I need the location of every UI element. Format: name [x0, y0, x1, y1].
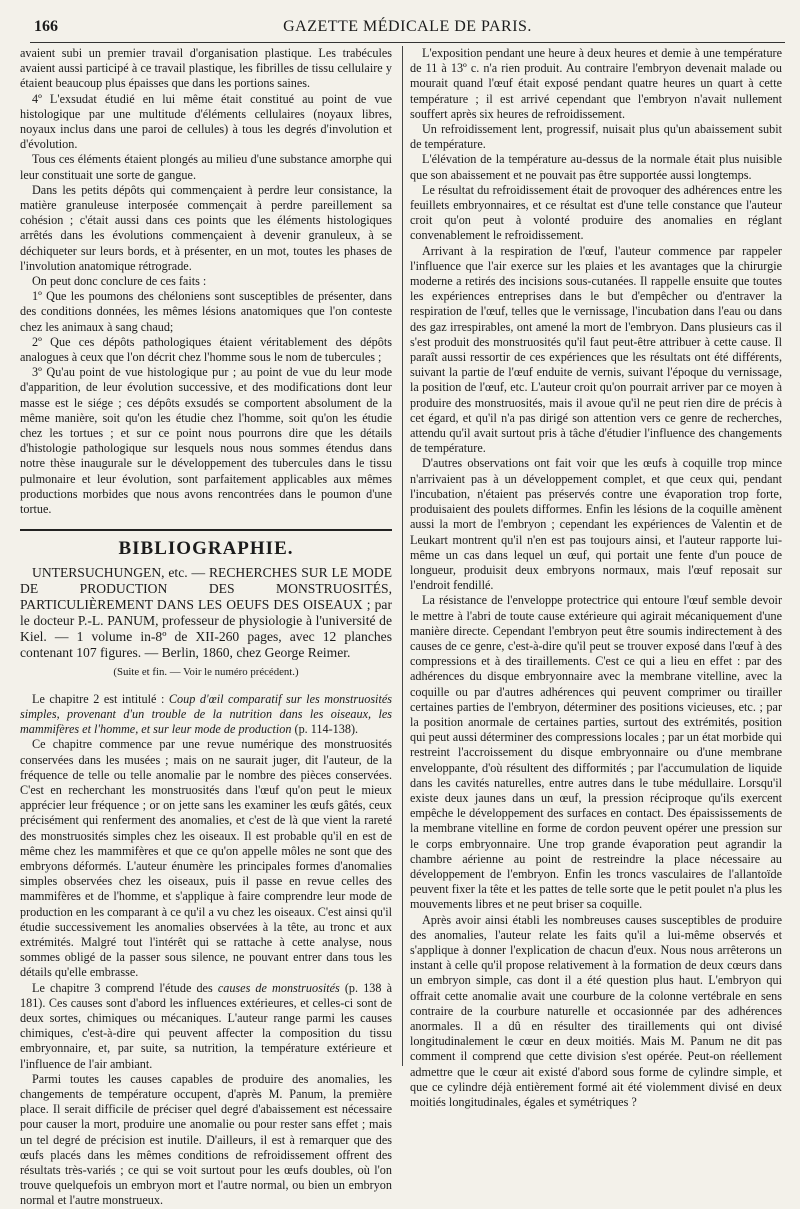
paragraph: Un refroidissement lent, progressif, nuisait plus qu'un abaissement subit de température. [410, 122, 782, 152]
paragraph: Ce chapitre commence par une revue numérique des monstruosités conservées dans les musées ; mais on ne saurait juger, dit l'auteur, de la fréquence de telle ou telle anomalie par le nombre des pièces conservées. C'est en recherchant les monstruosités dans l'œuf qu'on peut le mieux apprécier leur fréquence ; or on jette sans les examiner les œufs gâtés, ceux précisément qui renferment des anomalies, et c'est de là que vient la rareté des monstruosités simples chez les oiseaux. Il est probable qu'il en est de même chez les mammifères et que ce qu'on appelle môles ne sont que des embryons déformés. L'auteur énumère les principales formes d'anomalies simples observées chez les oiseaux, puis il passe en revue celles des mammifères et de l'homme, et s'applique à faire comprendre leur mode de production en les comparant à ce qu'il a vu chez les oiseaux. C'est ainsi qu'il étudie successivement les anomalies observées à la tête, au tronc et aux extrémités. Malgré tout l'intérêt qui se rattache à cette analyse, nous sommes obligé de la passer sous silence, ne pouvant entrer dans tous les détails qu'elle embrasse. [20, 737, 392, 980]
section-divider [20, 529, 392, 531]
paragraph: Dans les petits dépôts qui commençaient à perdre leur consistance, la matière granuleuse interposée commençait à perdre pareillement sa cohésion ; c'était aussi dans ces points que les éléments histologiques arrêtés dans les évolutions commençaient à devenir granuleux, à se déchiqueter sur leurs bords, et à présenter, en un mot, toutes les phases de l'involution anatomique rétrograde. [20, 182, 392, 273]
paragraph: D'autres observations ont fait voir que les œufs à coquille trop mince n'arrivaient pas à un développement complet, et que ceux qui, pendant l'incubation, n'étaient pas préservés contre une évaporation trop forte, produisaient des poulets difformes. Enfin les lésions de la coquille amènent aussi la mort de l'embryon ; cependant les expériences de Valentin et de Leukart montrent qu'il n'en est pas toujours ainsi, et l'auteur rapporte lui-même un cas dans lequel un œuf, qui portait une fente d'un pouce de longueur, produisit deux embryons normaux, mais l'œuf reposait sur l'endroit fendillé. [410, 456, 782, 593]
paragraph: Le résultat du refroidissement était de provoquer des adhérences entre les feuillets embryonnaires, et ce résultat est d'une telle constance que l'auteur croit qu'on peut à volonté produire des anomalies en réglant convenablement le refroidissement. [410, 182, 782, 243]
conclusion-item: 1º Que les poumons des chéloniens sont susceptibles de présenter, dans des conditions données, les mêmes lésions anatomiques que l'on conteste chez les animaux à sang chaud; [20, 289, 392, 334]
chapter-3-paragraph [20, 981, 392, 1072]
paragraph: On peut donc conclure de ces faits : [32, 274, 207, 289]
chapter-2-lead: Le chapitre 2 est intitulé : [32, 691, 169, 706]
conclusion-item: 2º Que ces dépôts pathologiques étaient véritablement des dépôts analogues à ceux que l'on décrit chez l'homme sous le nom de tubercules ; [20, 334, 392, 365]
page-header [30, 14, 785, 43]
chapter-2-title: Coup d'œil comparatif sur les monstruosités simples, provenant d'un trouble de la nutrition dans les oiseaux, les mammifères et l'homme, et sur leur mode de production [20, 691, 392, 737]
paragraph: L'exposition pendant une heure à deux heures et demie à une température de 11 à 13º c. n'a rien produit. Au contraire l'embryon devenait malade ou mourait quand l'œuf était exposé pendant quatre heures un quart à cette température ; il est arrivé cependant que l'embryon n'avait nullement souffert après six heures de refroidissement. [410, 46, 782, 121]
section-title: BIBLIOGRAPHIE. [118, 538, 294, 560]
chapter-2-paragraph [20, 692, 392, 738]
paragraph: avaient subi un premier travail d'organisation plastique. Les trabécules avaient aussi participé à ce travail plastique, les fibrilles de tissu cellulaire y étaient beaucoup plus épaisses que dans les portions saines. [20, 46, 392, 91]
paragraph: 4º L'exsudat étudié en lui même était constitué au point de vue histologique par une multitude d'éléments cellulaires (noyaux libres, noyaux inclus dans une paroi de cellules) à tous les degrés d'involution et d'évolution. [20, 91, 392, 152]
paragraph: Après avoir ainsi établi les nombreuses causes susceptibles de produire des anomalies, l'auteur relate les faits qu'il a lui-même observés et s'applique à donner l'explication de chacun d'eux. Nous nous arrêterons un instant à celle qu'il propose relativement à la formation de deux cœurs dans un embryon simple, cas dont il a été question plus haut. L'embryon qui offrait cette anomalie avait une courbure de la colonne vertébrale en sens contraire de la courbure naturelle et occasionnée par des adhérences anormales. Il a dû en résulter des tiraillements qui ont divisé longitudinalement le cœur en deux moitiés. Mais M. Panum ne dit pas comment il comprend que cette division s'est opérée. Peut-on réellement admettre que le cœur ait existé d'abord sous forme de cylindre simple, et que ce cylindre déjà entièrement formé ait été violemment divisé en deux moitiés longitudinales, égales et symétriques ? [410, 912, 782, 1110]
continuation-note: (Suite et fin. — Voir le numéro précédent.) [113, 665, 299, 678]
paragraph: Tous ces éléments étaient plongés au milieu d'une substance amorphe qui leur constituait une sorte de gangue. [20, 152, 392, 182]
right-column [410, 46, 782, 1110]
column-divider [402, 46, 403, 1066]
chapter-3-title: causes de monstruosités [217, 980, 340, 995]
paragraph: Arrivant à la respiration de l'œuf, l'auteur commence par rappeler l'influence que l'air exerce sur les plaies et les avantages que la chirurgie moderne a retirés des incisions sous-cutanées. Il rappelle ensuite que toutes les expériences entreprises dans le but d'empêcher ou d'entraver la respiration de l'œuf, telles que le vernissage, l'incubation dans l'eau ou dans des gaz irrespirables, ont amené la mort de l'embryon. Dans plusieurs cas il s'est produit des monstruosités qu'il faut peut-être attribuer à cette cause. Il paraît aussi ressortir de ces expériences que les résultats ont été différents, suivant la partie de l'œuf enduite de vernis, suivant l'époque du vernissage, la position de l'œuf, etc. L'auteur croit qu'on pourrait arriver par ce moyen à produire des monstruosités, mais il avoue qu'il ne peut rien dire de précis à cet égard, et qu'il n'a pas dirigé son attention vers ce genre de recherches, attendu qu'il avait surtout pris à tâche d'étudier l'influence des changements de température. [410, 243, 782, 456]
left-column [20, 46, 392, 1209]
paragraph: Parmi toutes les causes capables de produire des anomalies, les changements de température occupent, d'après M. Panum, la première place. Il serait difficile de préciser quel degré d'abaissement est nécessaire pour causer la mort, produire une anomalie ou pour rester sans effet ; mais un tel degré de précision est inutile. D'ailleurs, il est à remarquer que des œufs placés dans les mêmes conditions de refroidissement offrent des résultats très-variés ; ce qui se voit surtout pour les œufs doubles, où l'on trouve quelquefois un embryon mort et l'autre normal, ou bien un embryon normal et l'autre monstrueux. [20, 1071, 392, 1208]
bibliographic-reference: UNTERSUCHUNGEN, etc. — RECHERCHES SUR LE MODE DE PRODUCTION DES MONSTRUOSITÉS, PARTICULIÈREMENT DANS LES OEUFS DES OISEAUX ; par le docteur P.-L. PANUM, professeur de physiologie à l'université de Kiel. — 1 volume in-8º de XII-260 pages, avec 12 planches contenant 107 figures. — Berlin, 1860, chez George Reimer. [20, 564, 392, 660]
chapter-3-rest: (p. 138 à 181). Ces causes sont d'abord les influences extérieures, et celles-ci sont de deux sortes, chimiques ou mécaniques. L'auteur range parmi les causes chimiques, c'est-à-dire qui peuvent affecter la composition du tissu embryonnaire, et, par suite, sa nutrition, la température extérieure et l'influence de l'air ambiant. [20, 980, 392, 1071]
chapter-2-pages: (p. 114-138). [291, 722, 359, 737]
chapter-3-lead: Le chapitre 3 comprend l'étude des [32, 980, 218, 995]
journal-title: GAZETTE MÉDICALE DE PARIS. [283, 18, 532, 35]
paragraph: La résistance de l'enveloppe protectrice qui entoure l'œuf semble devoir le mettre à l'abri de toute cause extérieure qui agirait mécaniquement d'une manière directe. Cependant l'embryon peut être soumis indirectement à des causes de ce genre, c'est-à-dire qu'il peut se trouver exposé dans l'œuf à des compressions et à des tiraillements. C'est ce qui a lieu en effet : par des adhérences du disque embryonnaire avec la membrane vitelline, avec la coquille ou par d'autres adhérences qui peuvent comprimer ou tirailler certaines parties de l'embryon, déterminer des positions vicieuses, etc. ; par la position anormale de certaines parties, surtout des extrémités, position qui peut aussi déterminer des compressions locales ; par un état morbide qui restreint l'accroissement du disque embryonnaire ou d'une membrane enveloppante, d'où résultent des difformités ; par l'accumulation de liquide dans les cavités naturelles, entre autres dans le tube médullaire. Lorsqu'il existe deux jaunes dans un œuf, la pression réciproque qu'ils exercent empêche le développement des surfaces en contact. Des épaississements de la membrane vitelline en forme de cordon peuvent opérer une pression sur le corps embryonnaire. Une trop grande évaporation peut agrandir la chambre aérienne au point de restreindre la place nécessaire au développement de l'embryon. Enfin les troncs vasculaires de l'allantoïde peuvent fixer la tête et les pattes de telle sorte que le petit poulet n'a plus les mouvements libres et ne peut briser sa coquille. [410, 593, 782, 912]
page-number: 166 [34, 18, 58, 35]
paragraph: L'élévation de la température au-dessus de la normale était plus nuisible que son abaissement et ne pouvait pas être supportée aussi longtemps. [410, 152, 782, 182]
conclusion-item: 3º Qu'au point de vue histologique pur ; au point de vue du leur mode d'apparition, de leur évolution successive, et des modifications dont leur masse est le siége ; ces dépôts exsudés se comportent absolument de la même manière, soit qu'on les étudie chez l'homme, soit qu'on les étudie chez les tortues ; et sur ce point nous pourrons dire que les détails d'histologie pathologique sur lesquels nous nous sommes étendus dans notre thèse inaugurale sur le développement des tubercules dans le tissu pulmonaire et leur évolution, sont parfaitement applicables aux mêmes productions morbides que nous avons rencontrées dans le poumon d'une tortue. [20, 365, 392, 517]
